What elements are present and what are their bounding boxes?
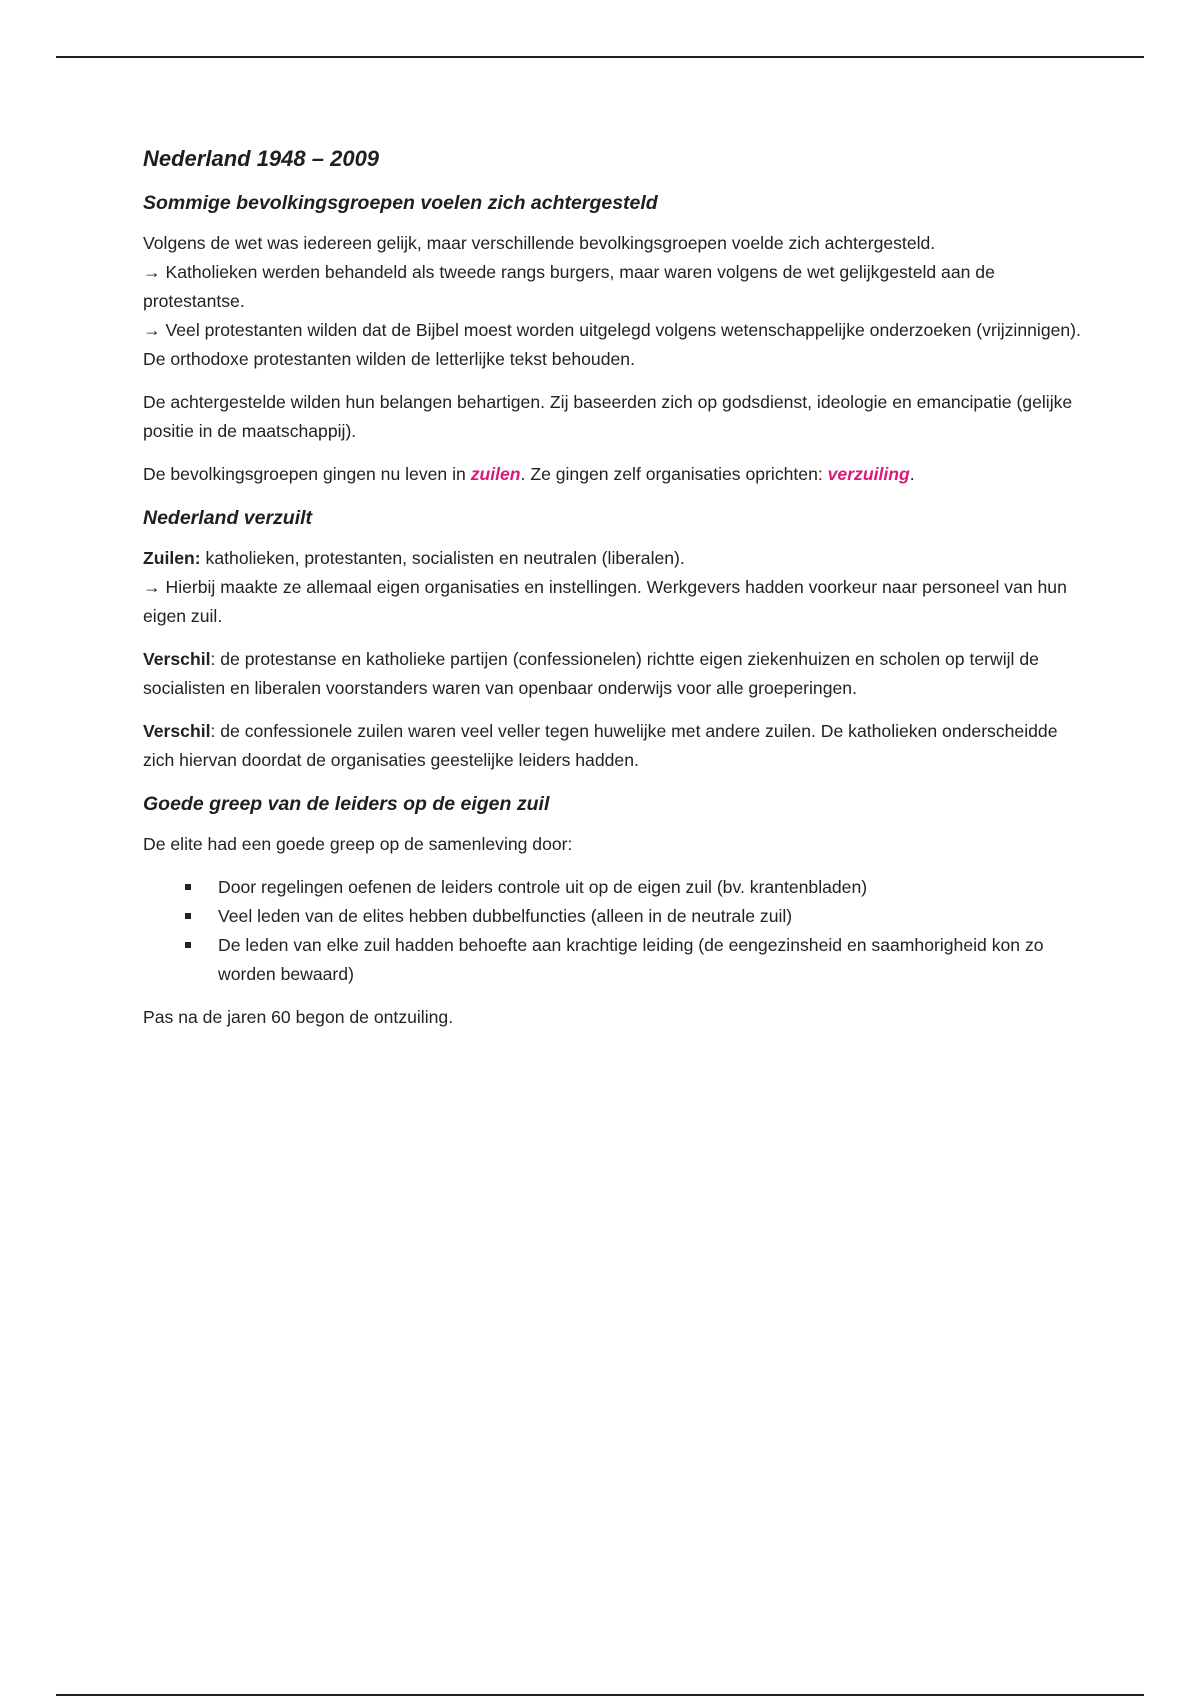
paragraph-verschil-2 (143, 717, 1083, 775)
paragraph-zuilen (143, 460, 1083, 489)
bullet-square-icon (185, 884, 191, 890)
arrow-line-organisaties: → Hierbij maakte ze allemaal eigen organisaties en instellingen. Werkgevers hadden voorkeur naar personeel van hun eigen zuil. (143, 577, 1067, 626)
label-verschil: Verschil (143, 721, 211, 741)
text-run: . Ze gingen zelf organisaties oprichten: (520, 464, 828, 484)
document-body (143, 142, 1083, 1046)
arrow-line-katholieken: → Katholieken werden behandeld als tweede rangs burgers, maar waren volgens de wet gelijkgesteld aan de protestantse. (143, 262, 995, 311)
bullet-list (143, 873, 1083, 989)
paragraph-line: Volgens de wet was iedereen gelijk, maar verschillende bevolkingsgroepen voelde zich achtergesteld. (143, 233, 936, 253)
arrow-line-protestanten: → Veel protestanten wilden dat de Bijbel moest worden uitgelegd volgens wetenschappelijke onderzoeken (vrijzinnigen). De orthodoxe protestanten wilden de letterlijke tekst behouden. (143, 320, 1081, 369)
term-zuilen: zuilen (470, 464, 521, 484)
paragraph-zuilen-definition (143, 544, 1083, 631)
bullet-square-icon (185, 913, 191, 919)
paragraph-verschil-1 (143, 645, 1083, 703)
text-run: : de protestanse en katholieke partijen (confessionelen) richtte eigen ziekenhuizen en scholen op terwijl de socialisten en liberalen voorstanders waren van openbaar onderwijs voor alle groeperingen. (143, 649, 1039, 698)
text-run: De bevolkingsgroepen gingen nu leven in (143, 464, 471, 484)
list-item-text: De leden van elke zuil hadden behoefte aan krachtige leiding (de eengezinsheid en saamhorigheid kon zo worden bewaard) (218, 935, 1044, 984)
section-heading-verzuilt: Nederland verzuilt (143, 507, 313, 529)
list-item-text: Veel leden van de elites hebben dubbelfuncties (alleen in de neutrale zuil) (218, 906, 793, 926)
document-title: Nederland 1948 – 2009 (143, 146, 380, 171)
text-run: : de confessionele zuilen waren veel veller tegen huwelijke met andere zuilen. De katholieken onderscheidde zich hiervan doordat de organisaties geestelijke leiders hadden. (143, 721, 1058, 770)
paragraph-belangen: De achtergestelde wilden hun belangen behartigen. Zij baseerden zich op godsdienst, ideologie en emancipatie (gelijke positie in de maatschappij). (143, 392, 1073, 441)
paragraph-elite: De elite had een goede greep op de samenleving door: (143, 834, 573, 854)
label-verschil: Verschil (143, 649, 211, 669)
footer-rule (56, 1694, 1144, 1696)
list-item (185, 931, 1083, 989)
header-rule (56, 56, 1144, 58)
section-heading-achtergesteld: Sommige bevolkingsgroepen voelen zich achtergesteld (143, 192, 658, 214)
list-item-text: Door regelingen oefenen de leiders controle uit op de eigen zuil (bv. krantenbladen) (218, 877, 868, 897)
paragraph-line (143, 544, 1083, 573)
term-verzuiling: verzuiling (827, 464, 910, 484)
section-heading-greep: Goede greep van de leiders op de eigen zuil (143, 793, 550, 815)
bullet-square-icon (185, 942, 191, 948)
label-zuilen: Zuilen: (143, 548, 201, 568)
text-run: . (909, 464, 915, 484)
paragraph-ontzuiling: Pas na de jaren 60 begon de ontzuiling. (143, 1007, 454, 1027)
paragraph-wet (143, 229, 1083, 374)
text-run: katholieken, protestanten, socialisten en neutralen (liberalen). (200, 548, 685, 568)
list-item (185, 873, 1083, 902)
list-item (185, 902, 1083, 931)
